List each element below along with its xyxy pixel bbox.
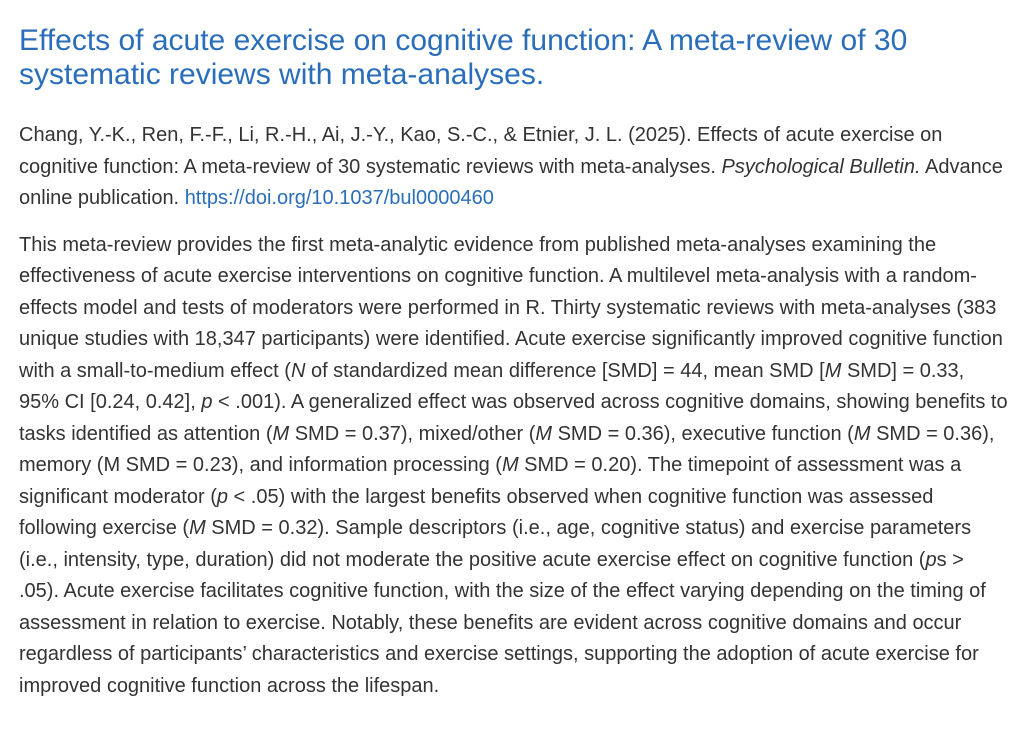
abstract-italic-n: N — [290, 359, 306, 382]
abstract-italic-p: p — [201, 391, 213, 413]
abstract-italic-m: M — [501, 454, 519, 476]
citation-journal: Psychological Bulletin. — [721, 155, 921, 178]
abstract-italic-m: M — [824, 359, 842, 382]
citation-authors-title: Chang, Y.-K., Ren, F.-F., Li, R.-H., Ai, J.-Y., Kao, S.-C., & Etnier, J. L. (2025). Effects of acute exercise on cognitive function: A meta-review of 30 systematic reviews with meta-analyses. — [19, 124, 943, 178]
abstract-text: SMD = 0.36), executive function ( — [552, 422, 854, 445]
abstract-text: SMD = 0.36), memory (M SMD = 0.23), and information processing ( — [19, 422, 995, 476]
abstract-text: SMD = 0.37), mixed/other ( — [289, 422, 536, 445]
abstract-text: SMD = 0.20). The timepoint of assessment was a significant moderator ( — [19, 454, 962, 508]
abstract-text: < .05) with the largest benefits observed when cognitive function was assessed following exercise ( — [19, 485, 934, 539]
abstract-text: SMD = 0.32). Sample descriptors (i.e., age, cognitive status) and exercise parameters (i.e., intensity, type, duration) did not moderate the positive acute exercise effect on cognitive function ( — [19, 517, 972, 571]
abstract-italic-p: p — [216, 485, 228, 508]
abstract-italic-m: M — [535, 422, 553, 445]
abstract-italic-p: p — [925, 548, 937, 571]
abstract-text: < .001). A generalized effect was observed across cognitive domains, showing benefits to tasks identified as attention ( — [19, 391, 1008, 445]
abstract-italic-m: M — [853, 422, 871, 445]
abstract-text: This meta-review provides the first meta-analytic evidence from published meta-analyses examining the effectiveness of acute exercise interventions on cognitive function. A multilevel meta-analysis with a random-effects model and tests of moderators were performed in R. Thirty systematic reviews with meta-analyses (383 unique studies with 18,347 participants) were identified. Acute exercise significantly improved cognitive function with a small-to-medium effect ( — [19, 233, 1003, 382]
article-abstract — [19, 230, 1009, 703]
abstract-text: s > .05). Acute exercise facilitates cognitive function, with the size of the effect varying depending on the timing of assessment in relation to exercise. Notably, these benefits are evident across cognitive domains and occur regardless of participants’ characteristics and exercise settings, supporting the adoption of acute exercise for improved cognitive function across the lifespan. — [19, 548, 986, 697]
article-title: Effects of acute exercise on cognitive function: A meta-review of 30 systematic reviews with meta-analyses. — [19, 24, 908, 91]
article-citation — [19, 120, 1009, 215]
abstract-italic-m: M — [189, 517, 206, 539]
abstract-text: of standardized mean difference [SMD] = 44, mean SMD [ — [305, 359, 825, 382]
abstract-italic-m: M — [272, 422, 290, 445]
doi-link[interactable]: https://doi.org/10.1037/bul0000460 — [184, 187, 494, 209]
abstract-text: SMD] = 0.33, 95% CI [0.24, 0.42], — [19, 359, 965, 413]
citation-status: Advance online publication. — [19, 155, 1003, 209]
